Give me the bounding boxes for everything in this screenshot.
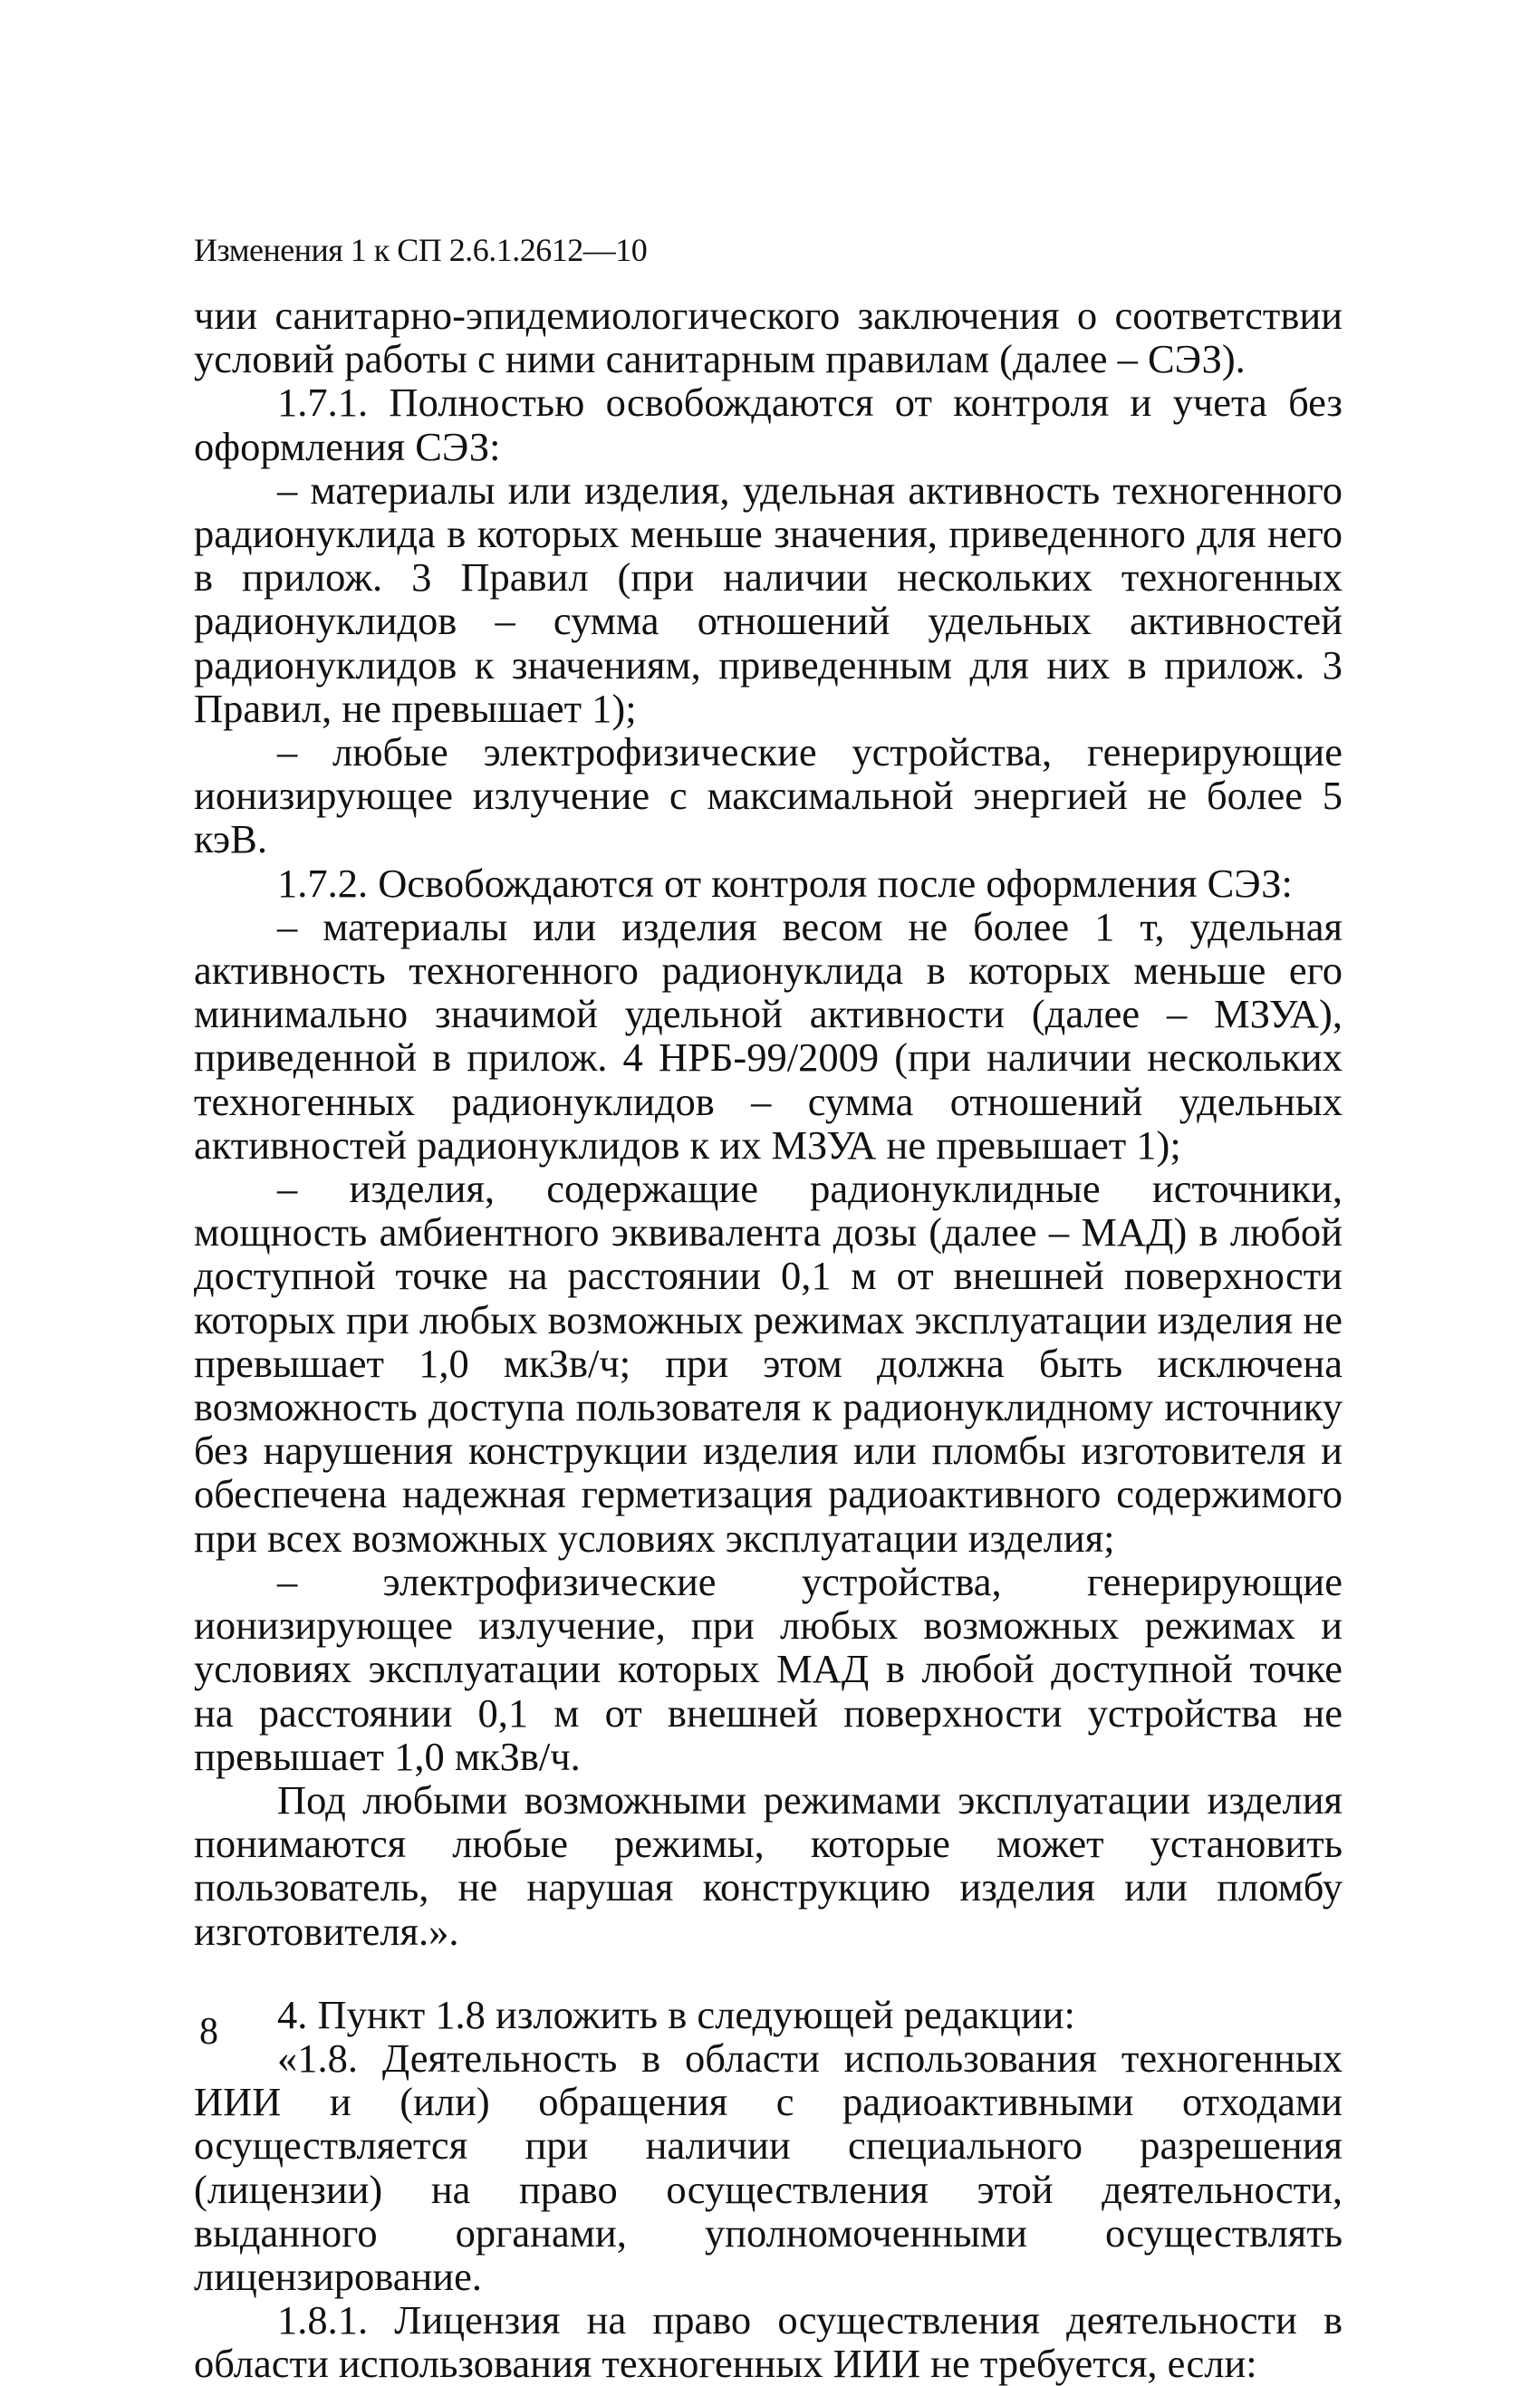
list-item-materials-mzua: – материалы или изделия весом не более 1 т, удельная активность техногенного радионуклида в которых меньше его минимально значимой удельной активности (далее – МЗУА), приведенной в прилож. 4 НРБ-99/2009 (при наличии нескольких техногенных радионуклидов – сумма отношений удельных активностей радионуклидов к их МЗУА не превышает 1); bbox=[194, 903, 1343, 1168]
list-item-radionuclide-sources: – изделия, содержащие радионуклидные источники, мощность амбиентного эквивалента дозы (далее – МАД) в любой доступной точке на расстоянии 0,1 м от внешней поверхности которых при любых возможных режимах эксплуатации изделия не превышает 1,0 мкЗв/ч; при этом должна быть исключена возможность доступа пользователя к радионуклидному источнику без нарушения конструкции изделия или пломбы изготовителя и обеспечена надежная герметизация радиоактивного содержимого при всех возможных условиях эксплуатации изделия; bbox=[194, 1166, 1343, 1561]
running-title: Изменения 1 к СП 2.6.1.2612—10 bbox=[194, 232, 648, 268]
paragraph-1-8-1: 1.8.1. Лицензия на право осуществления деятельности в области использования техногенных ИИИ не требуется, если: bbox=[194, 2297, 1343, 2386]
paragraph-1-8: «1.8. Деятельность в области использования техногенных ИИИ и (или) обращения с радиоактивными отходами осуществляется при наличии специального разрешения (лицензии) на право осуществления этой деятельности, выданного органами, уполномоченными осуществлять лицензирование. bbox=[194, 2035, 1343, 2299]
paragraph-1-7-1: 1.7.1. Полностью освобождаются от контроля и учета без оформления СЭЗ: bbox=[194, 380, 1343, 469]
paragraph-operating-modes: Под любыми возможными режимами эксплуатации изделия понимаются любые режимы, которые может установить пользователь, не нарушая конструкцию изделия или пломбу изготовителя.». bbox=[194, 1776, 1343, 1954]
list-item-electrophysical-5kev: – любые электрофизические устройства, генерирующие ионизирующее излучение с максимальной энергией не более 5 кэВ. bbox=[194, 729, 1343, 862]
paragraph-sez-continuation: чии санитарно-эпидемиологического заключения о соответствии условий работы с ними санитарным правилам (далее – СЭЗ). bbox=[194, 293, 1343, 382]
paragraph-item-4: 4. Пункт 1.8 изложить в следующей редакции: bbox=[277, 1991, 1075, 2037]
list-item-materials-below-limit: – материалы или изделия, удельная активность техногенного радионуклида в которых меньше значения, приведенного для него в прилож. 3 Правил (при наличии нескольких техногенных радионуклидов – сумма отношений удельных активностей радионуклидов к значениям, приведенным для них в прилож. 3 Правил, не превышает 1); bbox=[194, 467, 1343, 731]
document-body bbox=[194, 293, 1343, 2386]
page-number: 8 bbox=[199, 2011, 218, 2053]
paragraph-1-7-2: 1.7.2. Освобождаются от контроля после оформления СЭЗ: bbox=[277, 860, 1293, 906]
list-item-electrophysical-mad: – электрофизические устройства, генерирующие ионизирующее излучение, при любых возможных режимах и условиях эксплуатации которых МАД в любой доступной точке на расстоянии 0,1 м от внешней поверхности устройства не превышает 1,0 мкЗв/ч. bbox=[194, 1558, 1343, 1779]
